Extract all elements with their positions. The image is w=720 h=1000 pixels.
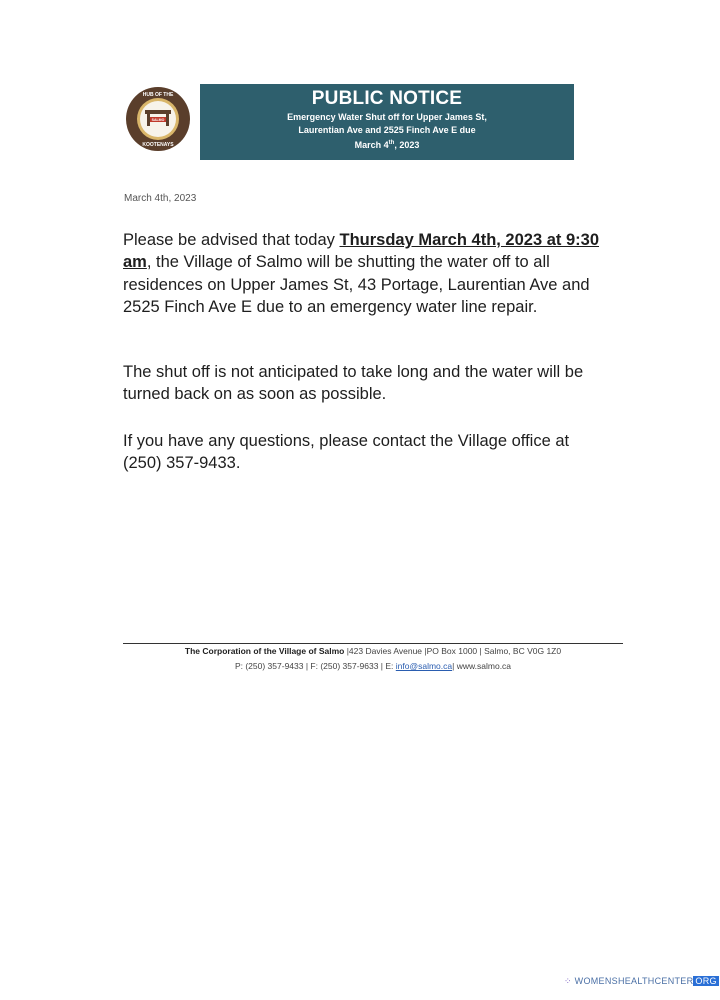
notice-subtitle-line2: Laurentian Ave and 2525 Finch Ave E due — [298, 125, 476, 135]
footer-contact-line — [110, 661, 636, 671]
logo-bottom-text: KOOTENAYS — [142, 142, 174, 148]
public-notice-banner — [200, 84, 574, 160]
village-of-salmo-logo — [125, 86, 191, 152]
notice-date: March 4th, 2023 — [124, 193, 197, 204]
advisory-date-time: Thursday March 4th, 2023 at 9:30 am — [123, 231, 600, 272]
footer-website: | www.salmo.ca — [452, 661, 512, 671]
footer-org-name: The Corporation of the Village of Salmo — [184, 646, 345, 656]
notice-subtitle-date — [200, 137, 574, 152]
subtitle-date-prefix: March 4 — [354, 140, 389, 150]
footer-divider — [123, 643, 623, 644]
paragraph-contact: If you have any questions, please contact the Village office at (250) 357-9433. — [123, 432, 570, 473]
subtitle-date-sup: th — [388, 140, 395, 146]
site-watermark — [564, 976, 719, 987]
notice-title: PUBLIC NOTICE — [311, 88, 463, 109]
watermark-text: WOMENSHEALTHCENTER — [574, 976, 694, 986]
watermark-org-badge: ORG — [695, 976, 717, 986]
footer-address: |423 Davies Avenue |PO Box 1000 | Salmo, BC V0G 1Z0 — [344, 646, 562, 656]
footer-phone-fax: P: (250) 357-9433 | F: (250) 357-9633 | E: — [234, 661, 396, 671]
logo-center-text: SALMO — [151, 118, 165, 122]
watermark-dots-icon: ⁘ — [564, 976, 575, 986]
logo-roof — [145, 110, 171, 114]
advisory-lead: Please be advised that today — [123, 231, 340, 249]
paragraph-duration: The shut off is not anticipated to take long and the water will be turned back on as soon as possible. — [123, 363, 584, 404]
logo-top-text: HUB OF THE — [142, 92, 174, 98]
paragraph-advisory — [123, 229, 603, 318]
notice-subtitle-line1: Emergency Water Shut off for Upper James St, — [287, 112, 487, 122]
footer-email-link[interactable]: info@salmo.ca — [395, 661, 453, 671]
advisory-details: , the Village of Salmo will be shutting the water off to all residences on Upper James St, 43 Portage, Laurentian Ave and 2525 Finch Ave E due to an emergency water line repair. — [123, 253, 590, 316]
logo-post-left — [147, 114, 150, 126]
subtitle-date-suffix: , 2023 — [394, 140, 420, 150]
footer-address-line — [110, 646, 636, 656]
logo-post-right — [166, 114, 169, 126]
